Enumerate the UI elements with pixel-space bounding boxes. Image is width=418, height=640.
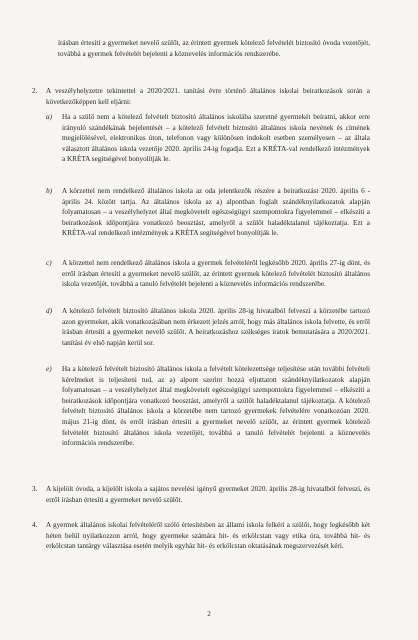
section-4 — [46, 520, 370, 552]
section-2-text: A veszélyhelyzetre tekintettel a 2020/2021. tanítási évre történő általános iskolai beiratkozások során a következőképpen kell eljárni: — [46, 87, 370, 106]
section-4-text: A gyermek általános iskolai felvételéről szóló értesítésben az állami iskola felkéri a szülőt, hogy legkésőbb két héten belül nyilatkozzon arról, hogy gyermeke számára hit- és erkölcstan vagy etika óra, továbbá hit- és erkölcstan tantárgy választása esetén melyik egyház hit- és erkölcstan oktatásának megszervezését kéri. — [46, 521, 370, 551]
section-2-item-b — [46, 186, 370, 239]
item-letter: b) — [46, 187, 52, 195]
item-text: Ha a kötelező felvételt biztosító általános iskola a felvételt kötelezettsége teljesítése után további felvételi kérelmeket is teljesíteni tud, az a) alpont szerint hozzá eljuttatott szándéknyilatkozatok alapján folyamatosan – a veszélyhelyzet által megkövetelt egészségügyi szempontokra figyelemmel – elkészíti a beiratkozások időpontjára vonatkozó beosztást, amelyről a szülőt haladéktalanul tájékoztatja. A kötelező felvételt biztosító általános iskola a körzetébe nem tartozó gyermekek felvételére vonatkozóan 2020. május 21-ig dönt, és erről írásban értesíti a gyermeket nevelő szülőt, az érintett gyermek kötelező felvételét biztosító általános iskola vezetőjét, továbbá a tanuló felvételét bejelenti a köznevelés információs rendszerébe. — [62, 365, 370, 448]
intro-text: írásban értesíti a gyermeket nevelő szülőt, az érintett gyermek kötelező felvételét biztosító óvoda vezetőjét, továbbá a gyermek felvételét bejelenti a köznevelés információs rendszerébe. — [58, 39, 370, 58]
intro-paragraph — [58, 38, 370, 59]
section-2-intro — [46, 86, 370, 107]
section-3 — [46, 484, 370, 505]
item-text: A körzettel nem rendelkező általános iskola a gyermek felvételéről legkésőbb 2020. április 27-ig dönt, és erről írásban értesíti a gyermeket nevelő szülőt, az érintett gyermek kötelező felvételét biztosító általános iskola vezetőjét, továbbá a tanuló felvételét bejelenti a köznevelés információs rendszerébe. — [62, 259, 370, 289]
item-letter: d) — [46, 307, 52, 315]
page-number: 2 — [207, 610, 211, 618]
section-4-number: 4. — [32, 521, 38, 529]
item-letter: c) — [46, 259, 52, 267]
section-2-item-e — [46, 364, 370, 449]
item-text: Ha a szülő nem a kötelező felvételt biztosító általános iskolába szeretné gyermekét beíratni, akkor erre irányuló szándékának bejelentését – a kötelező felvételt biztosító általános iskola nevének és címének megjelölésével, elektronikus úton, telefonon vagy különösen indokolt esetben személyesen – az általa választott általános iskola vezetője 2020. április 24-ig fogadja. Ezt a KRÉTA-val rendelkező intézmények a KRÉTA segítségével bonyolítják le. — [62, 113, 370, 164]
section-2-item-a — [46, 112, 370, 165]
section-3-text: A kijelölt óvoda, a kijelölt iskola a sajátos nevelési igényű gyermeket 2020. április 28-ig hivatalból felveszi, és erről írásban értesíti a gyermeket nevelő szülőt. — [46, 485, 370, 504]
section-2-item-d — [46, 306, 370, 348]
section-2-number: 2. — [32, 87, 38, 95]
item-text: A kötelező felvételt biztosító általános iskola 2020. április 28-ig hivatalból felveszi a körzetébe tartozó azon gyermeket, akik vonatkozásában nem érkezett jelzés arról, hogy más általános iskola felvette, és erről írásban értesíti a gyermeket nevelő szülőt. A beiratkozáshoz szükséges iratok bemutatására a 2020/2021. tanítási év első napján kerül sor. — [62, 307, 370, 347]
section-2-item-c — [46, 258, 370, 290]
section-3-number: 3. — [32, 485, 38, 493]
item-letter: e) — [46, 365, 52, 373]
item-text: A körzettel nem rendelkező általános iskola az oda jelentkezők részére a beiratkozást 2020. április 6 - április 24. között tartja. Az általános iskola az a) alpontban foglalt szándéknyilatkozatok alapján folyamatosan – a veszélyhelyzet által megkövetelt egészségügyi szempontokra figyelemmel – elkészíti a beiratkozások időpontjára vonatkozó beosztást, amelyről a szülőt haladéktalanul tájékoztatja. Ezt a KRÉTA-val rendelkező intézmények a KRÉTA segítségével bonyolítják le. — [62, 187, 370, 238]
item-letter: a) — [46, 113, 52, 121]
